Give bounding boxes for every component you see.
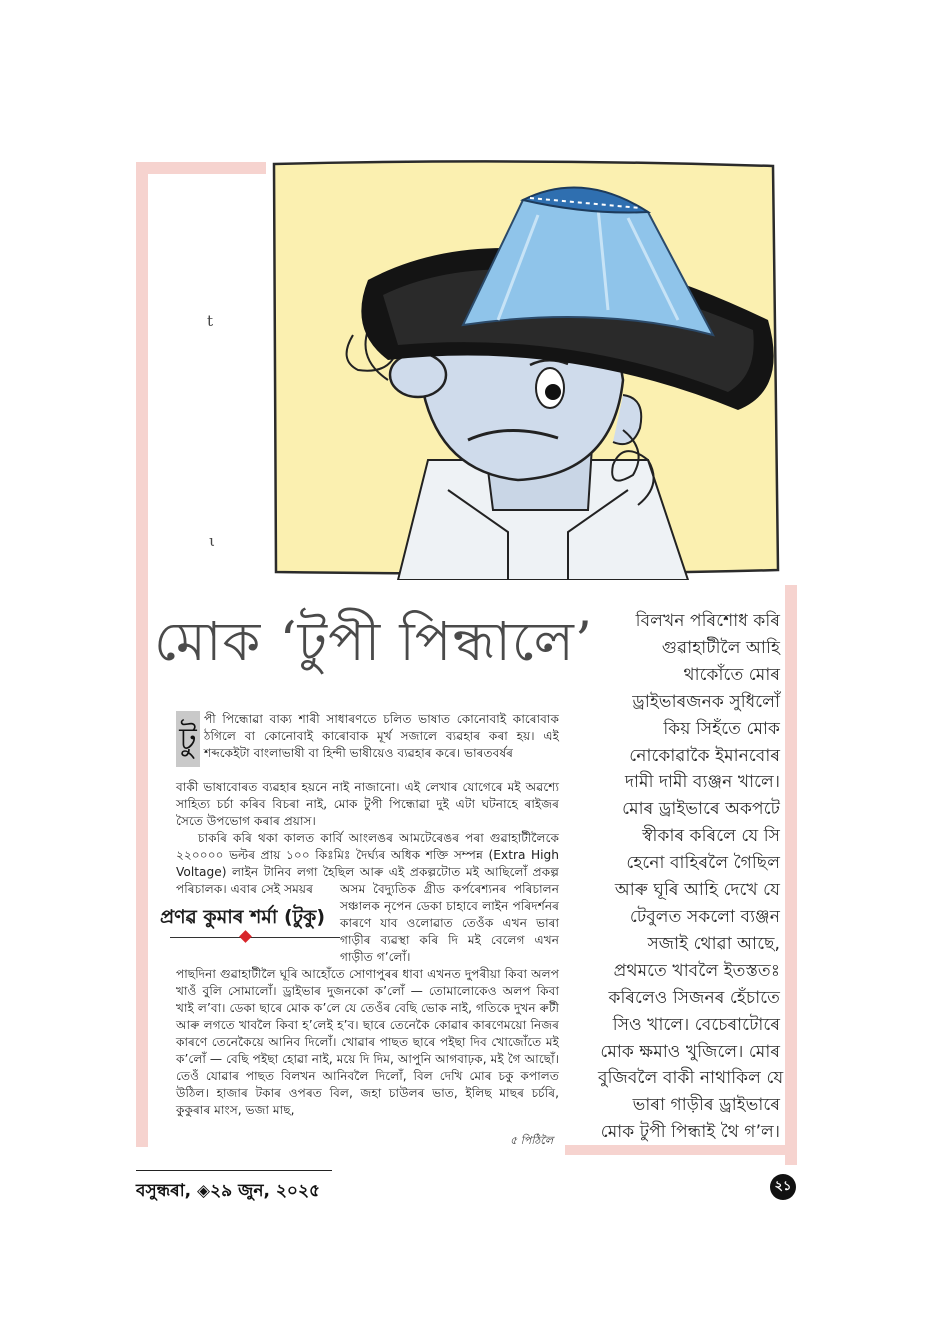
right-column-line: মোক ক্ষমাও খুজিলে। মোৰ: [600, 1041, 780, 1062]
footer-rule: [136, 1170, 332, 1171]
article-headline: মোক ‘টুপী পিন্ধালে’: [154, 610, 593, 673]
stray-mark-bottom: ι: [209, 532, 215, 550]
right-column-line: সজাই থোৱা আছে,: [647, 933, 780, 954]
right-column-line: মোক টুপী পিন্ধাই থৈ গ’ল।: [600, 1122, 780, 1143]
right-column-line: হেনো বাহিৰলৈ গৈছিল: [626, 853, 780, 874]
decorative-frame-bottom: [565, 1145, 797, 1155]
right-column-line: মোৰ ড্ৰাইভাৰে অকপটে: [622, 799, 780, 820]
right-column-line: ভাৰা গাড়ীৰ ড্ৰাইভাৰে: [632, 1095, 780, 1116]
decorative-frame-top: [136, 162, 266, 174]
right-column-line: থাকোঁতে মোৰ: [683, 664, 780, 685]
right-column-line: নোকোৱাকৈ ইমানবোৰ: [629, 745, 780, 766]
paragraph-1-lead: পী পিন্ধোৱা বাক্য শাৰী সাধাৰণতে চলিত ভাষাত কোনোবাই কাৰোবাক ঠগিলে বা কোনোবাই কাৰোবাক মূৰ্খ সজালে ব্যৱহাৰ কৰা হয়। এই শব্দকেইটা বাংলাভাষী বা হিন্দী ভাষীয়েও ব্যৱহাৰ কৰে। ভাৰতবৰ্ষৰ: [204, 712, 559, 760]
publication-footer: বসুন্ধৰা, ◈২৯ জুন, ২০২৫: [136, 1181, 321, 1201]
paragraph-1-rest: বাকী ভাষাবোৰত ব্যৱহাৰ হয়নে নাই নাজানো। এই লেখাৰ যোগেৰে মই অৱশ্যে সাহিত্য চৰ্চা কৰিব বিচৰা নাই, মোক টুপী পিন্ধোৱা দুই এটা ঘটনাহে ৰাইজৰ সৈতে উপভোগ কৰাৰ প্ৰয়াস।: [176, 780, 559, 828]
cartoon-illustration: [268, 160, 783, 580]
paragraph-2: চাকৰি কৰি থকা কালত কাৰ্বি আংলঙৰ আমটেৰেঙৰ পৰা গুৱাহাটীলৈকে ২২০০০০ ভল্টৰ প্ৰায় ১০০ কিঃমিঃ দৈৰ্ঘ্যৰ অধিক শক্তি সম্পন্ন (Extra High Voltage) লাইন টানিব লগা হৈছিল আৰু এই প্ৰকল্পটোত মই আছিলোঁ প্ৰকল্প পৰিচালক। এবাৰ সেই সময়ৰ: [176, 831, 559, 896]
decorative-frame-right: [785, 585, 797, 1165]
right-column-line: বিলখন পৰিশোধ কৰি: [635, 611, 780, 631]
right-column-line: কিয় সিহঁতে মোক: [663, 718, 780, 739]
right-column: [598, 608, 784, 1146]
right-column-line: স্বীকাৰ কৰিলে যে সি: [642, 826, 780, 847]
author-divider: [170, 937, 340, 938]
drop-cap: টু: [176, 711, 200, 767]
continued-marker: ৫ পিঠিলৈ: [510, 1134, 554, 1147]
right-column-line: গুৱাহাটীলৈ আহি: [661, 637, 780, 658]
paragraph-4: পাছদিনা গুৱাহাটীলৈ ঘূৰি আহোঁতে সোণাপুৰৰ ধাবা এখনত দুপৰীয়া কিবা অলপ খাওঁ বুলি সোমালোঁ। ড্ৰাইভাৰ দুজনকো ক’লোঁ — তোমালোকেও অলপ কিবা খাই ল’বা। ডেকা ছাৰে মোক ক’লে যে তেওঁৰ বেছি ভোক নাই, গতিকে দুখন ৰুটী আৰু লগতে খাবলৈ কিবা হ’লেই হ’ব। ছাৰে তেনেকৈ কোৱাৰ কাৰণেময়ো নিজৰ কাৰণে তেনেকৈয়ে আনিব দিলোঁ। খোৱাৰ পাছত ছাৰে পইছা দিব খোজোঁতে মই ক’লোঁ — বেছি পইছা হোৱা নাই, ময়ে দি দিম, আপুনি আগবাঢ়ক, মই গৈ আছোঁ। তেওঁ যোৱাৰ পাছত বিলখন আনিবলৈ দিলোঁ, বিল দেখি মোৰ চকু কপালত উঠিল। হাজাৰ টকাৰ ওপৰত বিল, জহা চাউলৰ ভাত, ইলিছ মাছৰ চৰ্চৰি, কুকুৰাৰ মাংস, ভজা মাছ,: [176, 967, 559, 1117]
right-column-line: প্ৰথমতে খাবলৈ ইতস্ততঃ: [613, 960, 780, 981]
stray-mark-top: t: [207, 312, 214, 330]
right-column-line: দামী দামী ব্যঞ্জন খালে।: [625, 772, 780, 793]
right-column-line: ড্ৰাইভাৰজনক সুধিলোঁ: [632, 691, 780, 712]
paragraph-3: অসম বৈদ্যুতিক গ্ৰীড কৰ্পৰেশ্যনৰ পৰিচালন সঞ্চালক নৃপেন ডেকা চাহাবে লাইন পৰিদৰ্শনৰ কাৰণে যাব ওলোৱাত তেওঁক এখন ভাৰা গাড়ীৰ ব্যৱস্থা কৰি দি মই বেলেগ এখন গাড়ীত গ’লোঁ।: [340, 882, 559, 964]
right-column-line: টেবুলত সকলো ব্যঞ্জন: [629, 906, 780, 927]
right-column-line: সিও খালে। বেচেৰাটোৰে: [612, 1014, 780, 1035]
decorative-frame-left: [136, 162, 148, 1147]
author-byline: প্ৰণৱ কুমাৰ শৰ্মা (টুকু): [160, 906, 325, 928]
right-column-line: কৰিলেও সিজনৰ হেঁচাতে: [608, 987, 780, 1008]
right-column-line: আৰু ঘূৰি আহি দেখে যে: [614, 880, 780, 901]
page-number: ২১: [770, 1174, 796, 1200]
right-column-line: বুজিবলৈ বাকী নাথাকিল যে: [598, 1068, 784, 1089]
